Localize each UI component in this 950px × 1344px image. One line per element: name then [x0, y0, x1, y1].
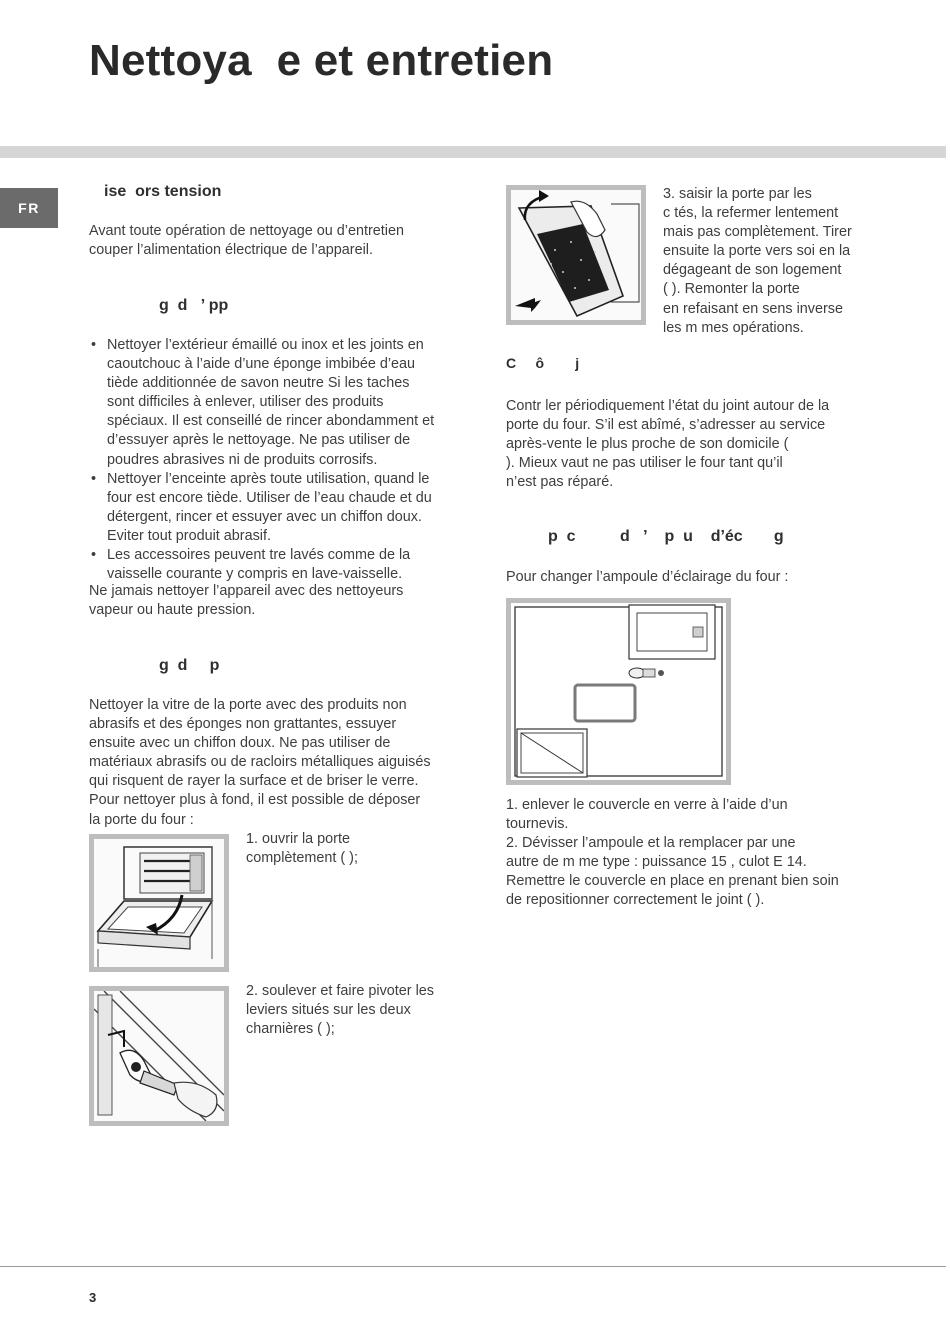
language-tab: FR	[0, 188, 58, 228]
steam-cleaner-warning: Ne jamais nettoyer l’appareil avec des nettoyeurs vapeur ou haute pression.	[89, 583, 404, 619]
oven-lamp-drawing	[511, 603, 726, 780]
open-door-illustration	[89, 834, 229, 972]
section-heading-lamp-replacement: p c d ’ p u d’éc g	[548, 528, 784, 545]
hinge-lever-drawing	[94, 991, 224, 1121]
hinge-lever-illustration	[89, 986, 229, 1126]
lamp-steps-text: 1. enlever le couvercle en verre à l’aide d’un tournevis. 2. Dévisser l’ampoule et la remplacer par une autre de m me type : puissance 15 , culot E 14. Remettre le couvercle en place en prenant bien soin de repositionner correctement le joint ( ).	[506, 797, 839, 909]
remove-door-illustration	[506, 185, 646, 325]
remove-door-drawing	[511, 190, 641, 320]
list-item: • Nettoyer l’extérieur émaillé ou inox et les joints en caoutchouc à l’aide d’une éponge imbibée d’eau tiède additionnée de savon neutre Si les taches sont difficiles à enlever, utiliser des produits spéciaux. Il est conseillé de rincer abondamment et d’essuyer après le nettoyage. Ne pas utiliser de poudres abrasives ni de produits corrosifs.	[89, 336, 479, 470]
section-heading-door-cleaning: g d p	[159, 657, 220, 674]
power-off-text: Avant toute opération de nettoyage ou d’entretien couper l’alimentation électrique de l’appareil.	[89, 223, 404, 259]
header-divider	[0, 146, 946, 158]
door-step-3: 3. saisir la porte par les c tés, la refermer lentement mais pas complètement. Tirer ensuite la porte vers soi en la dégageant de son logement ( ). Remonter la porte en refaisant en sens inverse les m mes opérations.	[663, 186, 852, 336]
page-number: 3	[89, 1290, 97, 1305]
seal-check-text: Contr ler périodiquement l’état du joint autour de la porte du four. S’il est abîmé, s’adresser au service après-vente le plus proche de son domicile ( ). Mieux vaut ne pas utiliser le four tant qu’il n’est pas réparé.	[506, 398, 830, 491]
page-title: Nettoya e et entretien	[89, 36, 554, 85]
section-heading-power-off: ise ors tension	[104, 183, 222, 200]
oven-lamp-illustration	[506, 598, 731, 785]
open-door-drawing	[94, 839, 224, 967]
list-item: • Nettoyer l’enceinte après toute utilisation, quand le four est encore tiède. Utiliser de l’eau chaude et du détergent, rincer et essuyer avec un chiffon doux. Eviter tout produit abrasif.	[89, 470, 479, 546]
door-step-1: 1. ouvrir la porte complètement ( );	[246, 831, 358, 867]
lamp-intro-text: Pour changer l’ampoule d’éclairage du four :	[506, 569, 789, 585]
list-item: • Les accessoires peuvent tre lavés comme de la vaisselle courante y compris en lave-vaisselle.	[89, 546, 479, 584]
door-step-2: 2. soulever et faire pivoter les leviers situés sur les deux charnières ( );	[246, 983, 434, 1038]
footer-divider	[0, 1266, 946, 1267]
cleaning-bullet-list	[89, 336, 479, 584]
section-heading-appliance-cleaning: g d ’ pp	[159, 297, 229, 314]
door-cleaning-text: Nettoyer la vitre de la porte avec des produits non abrasifs et des éponges non grattantes, essuyer ensuite avec un chiffon doux. Ne pas utiliser de matériaux abrasifs ou de racloirs métalliques aiguisés qui risquent de rayer la surface et de briser le verre. Pour nettoyer plus à fond, il est possible de déposer la porte du four :	[89, 697, 431, 828]
section-heading-seal-check: C ô j	[506, 355, 580, 371]
